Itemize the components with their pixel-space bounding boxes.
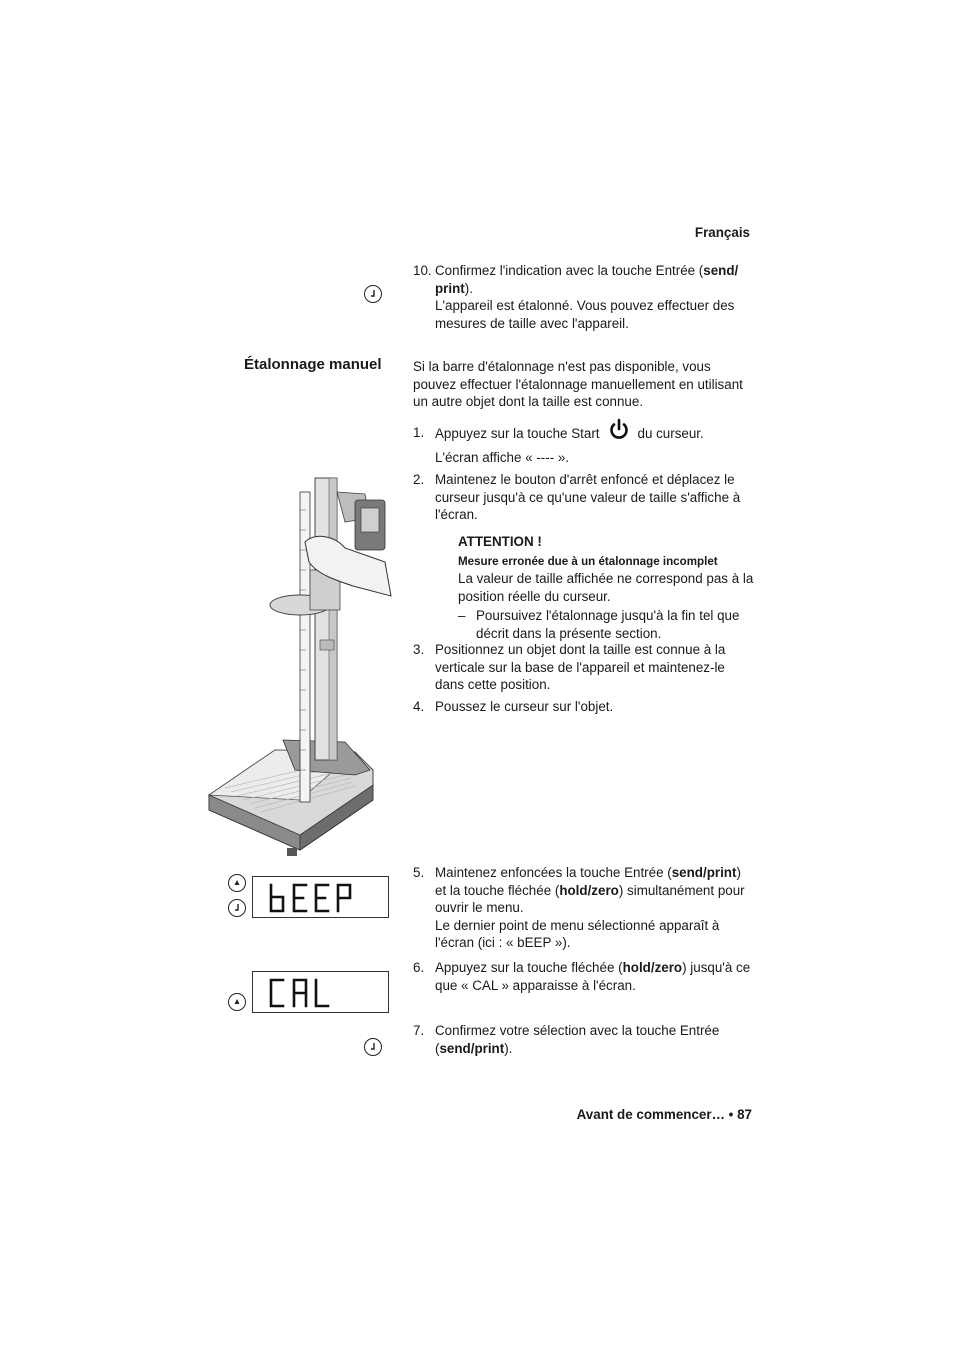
step-text: Poussez le curseur sur l'objet. — [435, 699, 614, 714]
lcd-display-cal — [252, 971, 389, 1013]
attention-action-text: Poursuivez l'étalonnage jusqu'à la fin tel que décrit dans la présente section. — [476, 608, 740, 641]
dash-bullet: – — [458, 608, 466, 624]
step-number: 1. — [413, 425, 425, 440]
key-hold-zero: hold/zero — [622, 960, 683, 975]
step-text-end: du curseur. — [637, 425, 704, 441]
step-text-2: ) jusqu'à ce que « CAL » apparaisse à l'écran. — [435, 960, 751, 993]
step-2 — [413, 471, 755, 524]
key-name: send/ print — [435, 263, 739, 296]
step-text: Maintenez le bouton d'arrêt enfoncé et déplacez le curseur jusqu'à ce qu'une valeur de taille s'affiche à l'écran. — [435, 472, 741, 523]
enter-key-icon — [228, 899, 246, 917]
page-footer: Avant de commencer… • 87 — [576, 1107, 752, 1122]
step-5 — [413, 864, 755, 952]
key-send-print: send/print — [671, 865, 737, 880]
step-text-1: Confirmez votre sélection avec la touche Entrée ( — [435, 1023, 720, 1056]
attention-subtitle: Mesure erronée due à un étalonnage incomplet — [458, 554, 718, 568]
lcd-display-beep — [252, 876, 389, 918]
step-text-1: Maintenez enfoncées la touche Entrée ( — [435, 865, 672, 880]
step-text-1: Appuyez sur la touche fléchée ( — [435, 960, 623, 975]
step-text-end: ). — [464, 280, 473, 296]
language-label: Français — [694, 225, 750, 240]
step-text-2: ). — [504, 1040, 513, 1056]
power-icon — [608, 418, 630, 445]
step-4 — [413, 698, 755, 716]
section-intro: Si la barre d'étalonnage n'est pas disponible, vous pouvez effectuer l'étalonnage manuellement en utilisant un autre objet dont la taille est connue. — [413, 359, 743, 410]
step-number: 5. — [413, 865, 425, 880]
step-7 — [413, 1022, 755, 1057]
attention-text: La valeur de taille affichée ne correspond pas à la position réelle du curseur. — [458, 571, 754, 604]
step-text: Positionnez un objet dont la taille est connue à la verticale sur la base de l'appareil et maintenez-le dans cette position. — [435, 642, 726, 693]
key-send-print: send/print — [439, 1040, 505, 1056]
step-3 — [413, 641, 755, 694]
arrow-key-icon — [228, 874, 246, 892]
step-number: 3. — [413, 642, 425, 657]
enter-key-icon — [364, 285, 382, 303]
arrow-key-icon — [228, 993, 246, 1011]
step-number: 7. — [413, 1023, 425, 1038]
step-text: Appuyez sur la touche Start — [435, 425, 600, 441]
step-result: L'appareil est étalonné. Vous pouvez effectuer des mesures de taille avec l'appareil. — [435, 298, 735, 331]
step-result: L'écran affiche « ---- ». — [435, 449, 570, 465]
step-text-3: ) simultanément pour ouvrir le menu. — [435, 882, 745, 916]
enter-key-icon — [364, 1038, 382, 1056]
attention-title: ATTENTION ! — [458, 534, 542, 549]
attention-action — [458, 607, 758, 642]
key-hold-zero: hold/zero — [559, 882, 619, 898]
step-text: Confirmez l'indication avec la touche Entrée ( — [435, 263, 704, 278]
step-result: Le dernier point de menu sélectionné apparaît à l'écran (ici : « bEEP »). — [435, 917, 720, 951]
step-text-2: ) et la touche fléchée ( — [435, 865, 741, 898]
step-6 — [413, 959, 755, 994]
step-1 — [413, 424, 755, 466]
step-10 — [413, 262, 755, 332]
device-illustration — [205, 470, 405, 862]
section-title: Étalonnage manuel — [244, 356, 382, 373]
step-number: 4. — [413, 699, 425, 714]
step-number: 10. — [413, 263, 432, 278]
step-number: 6. — [413, 960, 425, 975]
step-number: 2. — [413, 472, 425, 487]
attention-box — [458, 533, 758, 643]
